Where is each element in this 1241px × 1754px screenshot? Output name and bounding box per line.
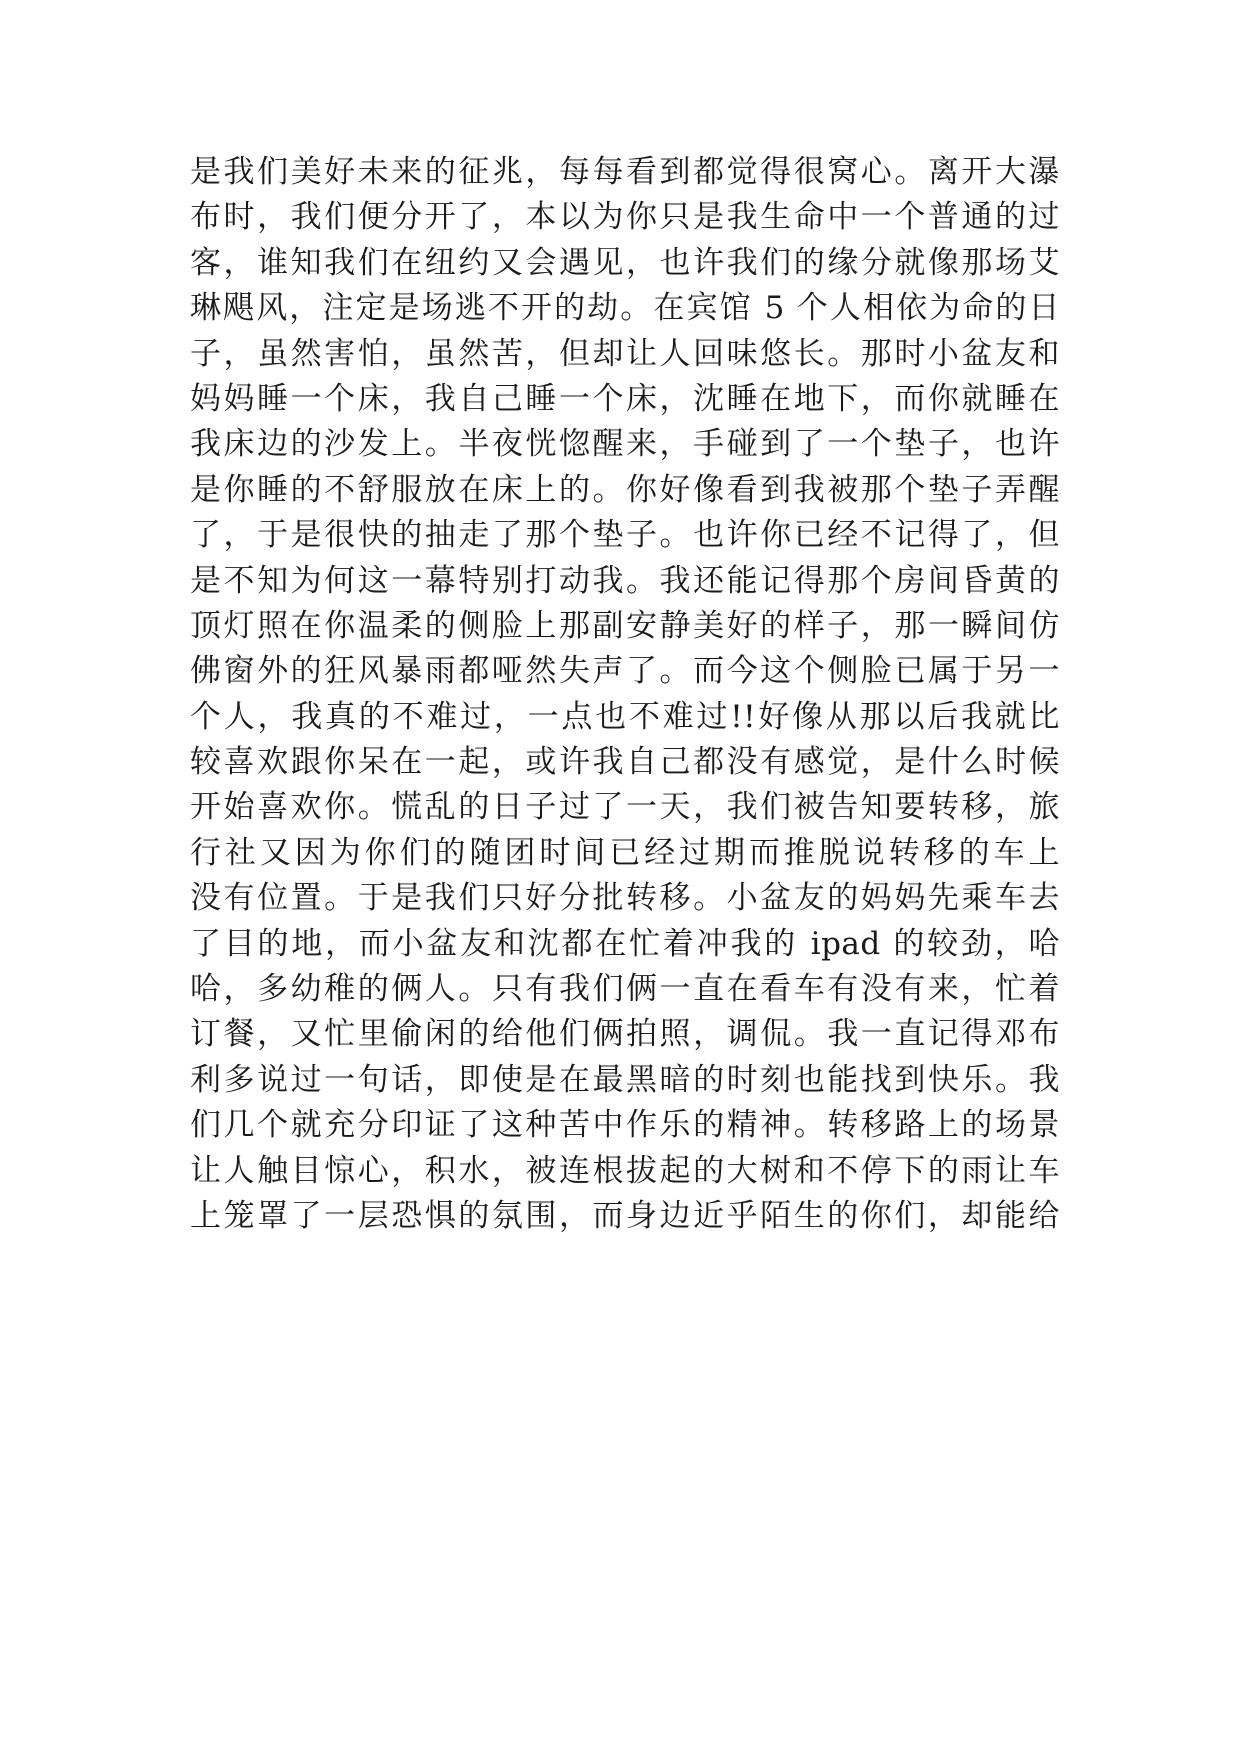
text-line: 是你睡的不舒服放在床上的。你好像看到我被那个垫子弄醒	[190, 471, 1060, 508]
text-line: 布时，我们便分开了，本以为你只是我生命中一个普通的过	[190, 199, 1060, 236]
text-line: 利多说过一句话，即使是在最黑暗的时刻也能找到快乐。我	[190, 1061, 1060, 1098]
text-line: 个人，我真的不难过，一点也不难过!!好像从那以后我就比	[190, 698, 1060, 735]
body-text	[190, 150, 1060, 1239]
text-line: 让人触目惊心，积水，被连根拔起的大树和不停下的雨让车	[190, 1152, 1060, 1189]
text-line: 是我们美好未来的征兆，每每看到都觉得很窝心。离开大瀑	[190, 154, 1060, 190]
text-line: 琳飓风，注定是场逃不开的劫。在宾馆 5 个人相依为命的日	[190, 290, 1060, 327]
text-line: 开始喜欢你。慌乱的日子过了一天，我们被告知要转移，旅	[190, 789, 1060, 826]
text-line: 哈，多幼稚的俩人。只有我们俩一直在看车有没有来，忙着	[190, 971, 1060, 1008]
text-line: 佛窗外的狂风暴雨都哑然失声了。而今这个侧脸已属于另一	[190, 653, 1060, 690]
text-line: 子，虽然害怕，虽然苦，但却让人回味悠长。那时小盆友和	[190, 335, 1060, 372]
text-line: 订餐，又忙里偷闲的给他们俩拍照，调侃。我一直记得邓布	[190, 1016, 1060, 1053]
text-line: 行社又因为你们的随团时间已经过期而推脱说转移的车上	[190, 834, 1060, 871]
text-line: 妈妈睡一个床，我自己睡一个床，沈睡在地下，而你就睡在	[190, 380, 1060, 417]
text-line: 了，于是很快的抽走了那个垫子。也许你已经不记得了，但	[190, 517, 1060, 554]
text-line: 顶灯照在你温柔的侧脸上那副安静美好的样子，那一瞬间仿	[190, 607, 1060, 644]
text-line: 客，谁知我们在纽约又会遇见，也许我们的缘分就像那场艾	[190, 244, 1060, 281]
text-line: 们几个就充分印证了这种苦中作乐的精神。转移路上的场景	[190, 1107, 1060, 1144]
text-line: 我床边的沙发上。半夜恍惚醒来，手碰到了一个垫子，也许	[190, 426, 1060, 463]
text-line: 了目的地，而小盆友和沈都在忙着冲我的 ipad 的较劲，哈	[190, 925, 1060, 962]
text-line: 上笼罩了一层恐惧的氛围，而身边近乎陌生的你们，却能给	[190, 1197, 1060, 1234]
text-line: 没有位置。于是我们只好分批转移。小盆友的妈妈先乘车去	[190, 880, 1060, 917]
text-line: 较喜欢跟你呆在一起，或许我自己都没有感觉，是什么时候	[190, 744, 1060, 781]
text-line: 是不知为何这一幕特别打动我。我还能记得那个房间昏黄的	[190, 562, 1060, 599]
